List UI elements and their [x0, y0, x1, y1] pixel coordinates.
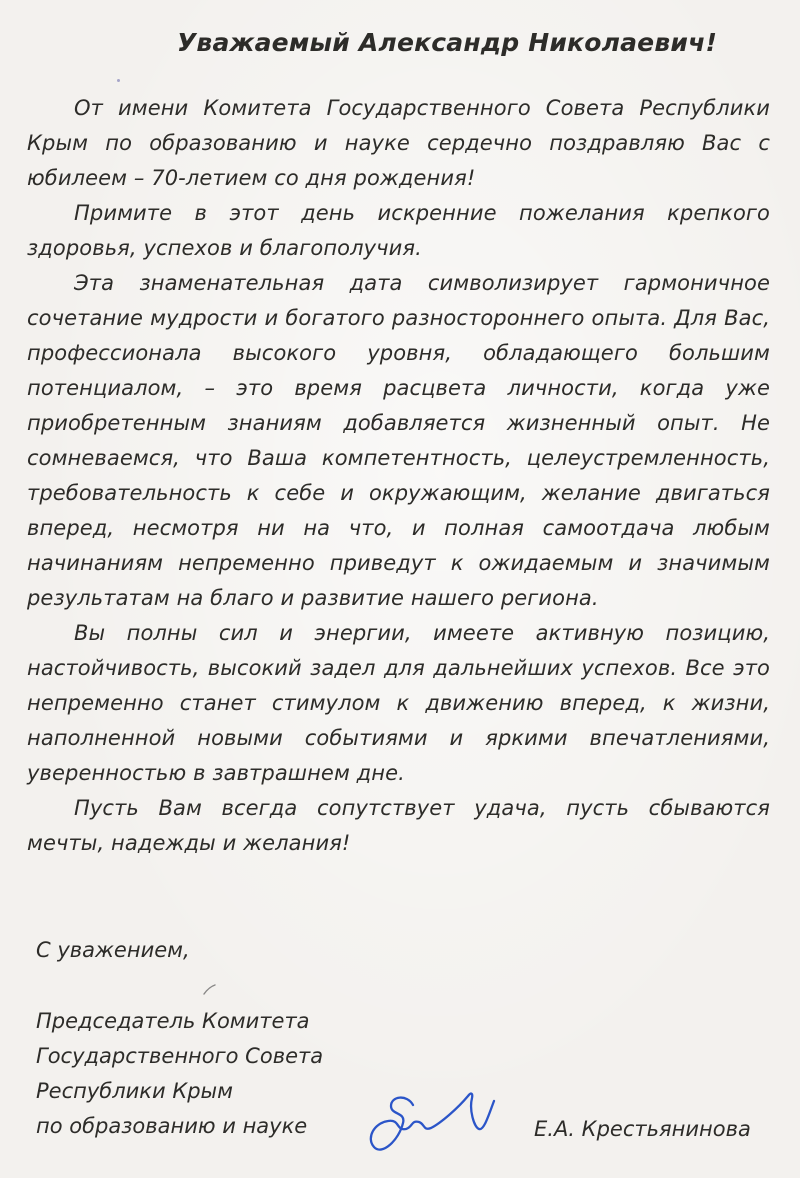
- signer-name: Е.А. Крестьянинова: [534, 1117, 751, 1141]
- letter-paragraph: Вы полны сил и энергии, имеете активную позицию, настойчивость, высокий задел для дальнейших успехов. Все это непременно станет стимулом к движению вперед, к жизни, наполненной новыми событиями и яркими впечатлениями, уверенностью в завтрашнем дне.: [27, 621, 770, 785]
- signer-title-line: Республики Крым: [36, 1079, 233, 1103]
- letter-paragraph: Примите в этот день искренние пожелания крепкого здоровья, успехов и благополучия.: [27, 201, 770, 260]
- letter-body: [27, 91, 770, 861]
- signer-title-block: [36, 1004, 323, 1144]
- scan-speck: [117, 79, 120, 82]
- letter-salutation: Уважаемый Александр Николаевич!: [176, 28, 718, 57]
- letter-paragraph: Эта знаменательная дата символизирует гармоничное сочетание мудрости и богатого разностороннего опыта. Для Вас, профессионала высокого уровня, обладающего большим потенциалом, – это время расцвета личности, когда уже приобретенным знаниям добавляется жизненный опыт. Не сомневаемся, что Ваша компетентность, целеустремленность, требовательность к себе и окружающим, желание двигаться вперед, несмотря ни на что, и полная самоотдача любым начинаниям непременно приведут к ожидаемым и значимым результатам на благо и развитие нашего региона.: [27, 271, 770, 610]
- scan-pen-mark: [203, 984, 217, 996]
- signer-title-line: по образованию и науке: [36, 1114, 308, 1138]
- signer-title-line: Государственного Совета: [36, 1044, 324, 1068]
- letter-closing: С уважением,: [36, 938, 190, 962]
- signer-title-line: Председатель Комитета: [36, 1009, 310, 1033]
- letter-paragraph: От имени Комитета Государственного Совета Республики Крым по образованию и науке сердечно поздравляю Вас с юбилеем – 70-летием со дня рождения!: [27, 96, 770, 190]
- letter-paragraph: Пусть Вам всегда сопутствует удача, пусть сбываются мечты, надежды и желания!: [27, 796, 770, 855]
- handwritten-signature-icon: [330, 1065, 530, 1178]
